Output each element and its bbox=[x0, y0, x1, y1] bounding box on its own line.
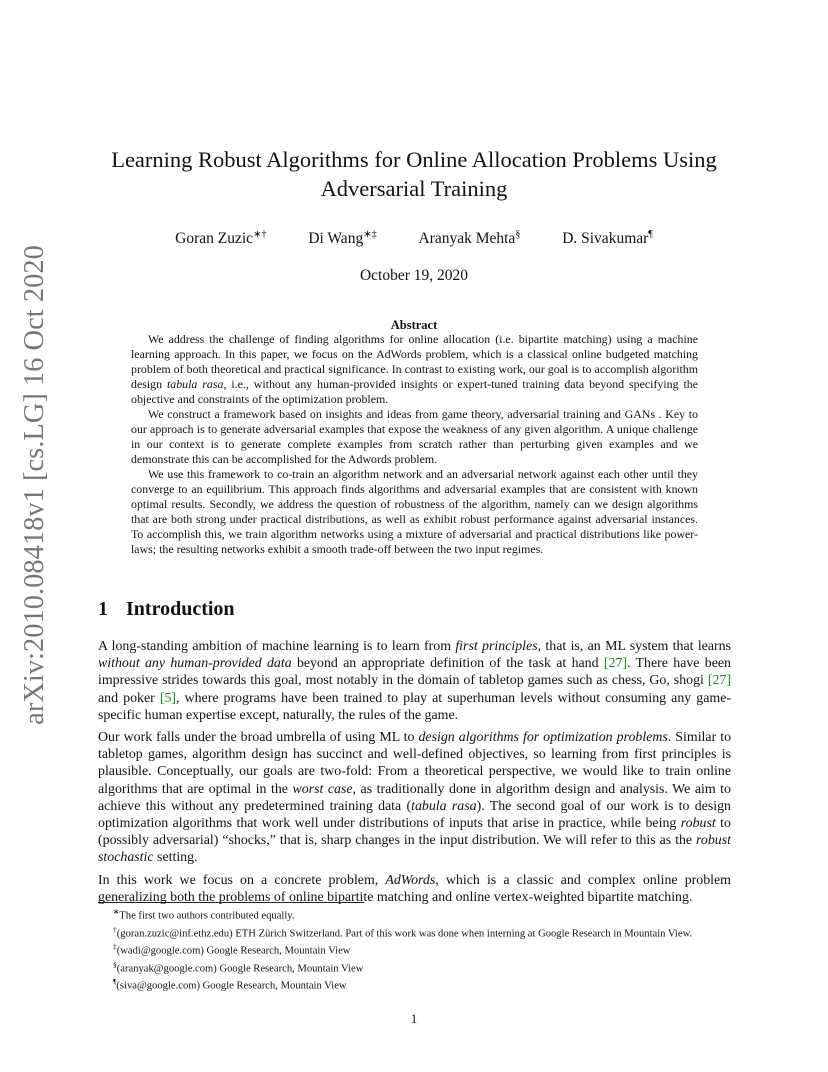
author-list bbox=[80, 229, 748, 248]
abstract-paragraph: We address the challenge of finding algorithms for online allocation (i.e. bipartite matching) using a machine learning approach. In this paper, we focus on the AdWords problem, which is a classical online budgeted matching problem of both theoretical and practical significance. In contrast to existing work, our goal is to accomplish algorithm design tabula rasa, i.e., without any human-provided insights or expert-tuned training data beyond specifying the objective and constraints of the optimization problem. bbox=[131, 332, 698, 406]
arxiv-identifier: arXiv:2010.08418v1 [cs.LG] 16 Oct 2020 bbox=[19, 245, 50, 725]
footnote: ‡(wadi@google.com) Google Research, Mountain View bbox=[113, 942, 351, 957]
citation-link[interactable]: [5] bbox=[159, 690, 177, 706]
author: Aranyak Mehta§ bbox=[418, 229, 521, 248]
intro-body bbox=[98, 638, 731, 911]
footnote: §(aranyak@google.com) Google Research, Mountain View bbox=[113, 959, 364, 975]
citation-link[interactable]: [27] bbox=[603, 656, 628, 672]
body-paragraph: In this work we focus on a concrete problem, AdWords, which is a classic and complex online problem generalizing both the problems of online bipartite matching and online vertex-weighted bipartite matching. bbox=[98, 872, 731, 905]
footnote: ¶(siva@google.com) Google Research, Mountain View bbox=[113, 977, 347, 992]
abstract-paragraph: We use this framework to co-train an algorithm network and an adversarial network against each other until they converge to an equilibrium. This approach finds algorithms and adversarial examples that are consistent with known optimal results. Secondly, we address the question of robustness of the algorithm, namely can we design algorithms that are both strong under practical distributions, as well as exhibit robust performance against adversarial instances. To accomplish this, we train algorithm networks using a mixture of adversarial and practical distributions like power-laws; the resulting networks exhibit a smooth trade-off between the two input regimes. bbox=[131, 467, 698, 556]
footnotes bbox=[98, 905, 731, 993]
author: Goran Zuzic∗† bbox=[175, 229, 267, 248]
body-paragraph: A long-standing ambition of machine learning is to learn from first principles, that is, an ML system that learns without any human-provided data beyond an appropriate definition of the task at hand [27]. There have been impressive strides towards this goal, most notably in the domain of tabletop games such as chess, Go, shogi [27] and poker [5], where programs have been trained to play at superhuman levels without consuming any game-specific human expertise except, naturally, the rules of the game. bbox=[98, 639, 731, 723]
footnote-divider bbox=[98, 902, 364, 903]
paper-date: October 19, 2020 bbox=[359, 267, 469, 284]
author: D. Sivakumar¶ bbox=[562, 229, 653, 248]
author: Di Wang∗‡ bbox=[308, 229, 377, 248]
footnote: †(goran.zuzic@inf.ethz.edu) ETH Zürich Switzerland. Part of this work was done when interning at Google Research in Mountain View. bbox=[113, 924, 693, 940]
abstract-paragraph: We construct a framework based on insights and ideas from game theory, adversarial training and GANs . Key to our approach is to generate adversarial examples that expose the weakness of any given algorithm. A unique challenge in our context is to generate complete examples from scratch rather than perturbing given examples and we demonstrate this can be accomplished for the Adwords problem. bbox=[131, 407, 698, 466]
page-number: 1 bbox=[410, 1011, 418, 1026]
abstract-heading: Abstract bbox=[390, 318, 438, 332]
paper-title: Learning Robust Algorithms for Online Allocation Problems Using Adversarial Training bbox=[111, 147, 717, 201]
abstract-body bbox=[131, 332, 698, 557]
section-heading: 1 Introduction bbox=[98, 598, 235, 620]
footnote: ∗The first two authors contributed equally. bbox=[113, 907, 295, 922]
citation-link[interactable]: [27] bbox=[707, 673, 731, 689]
body-paragraph: Our work falls under the broad umbrella of using ML to design algorithms for optimization problems. Similar to tabletop games, algorithm design has succinct and well-defined objectives, so learning from first principles is plausible. Conceptually, our goals are two-fold: From a theoretical perspective, we would like to train online algorithms that are optimal in the worst case, as traditionally done in algorithm design and analysis. We aim to achieve this without any predetermined training data (tabula rasa). The second goal of our work is to design optimization algorithms that work well under distributions of inputs that arise in practice, while being robust to (possibly adversarial) “shocks,” that is, sharp changes in the input distribution. We will refer to this as the robust stochastic setting. bbox=[98, 730, 732, 866]
arxiv-sidebar bbox=[18, 245, 52, 725]
